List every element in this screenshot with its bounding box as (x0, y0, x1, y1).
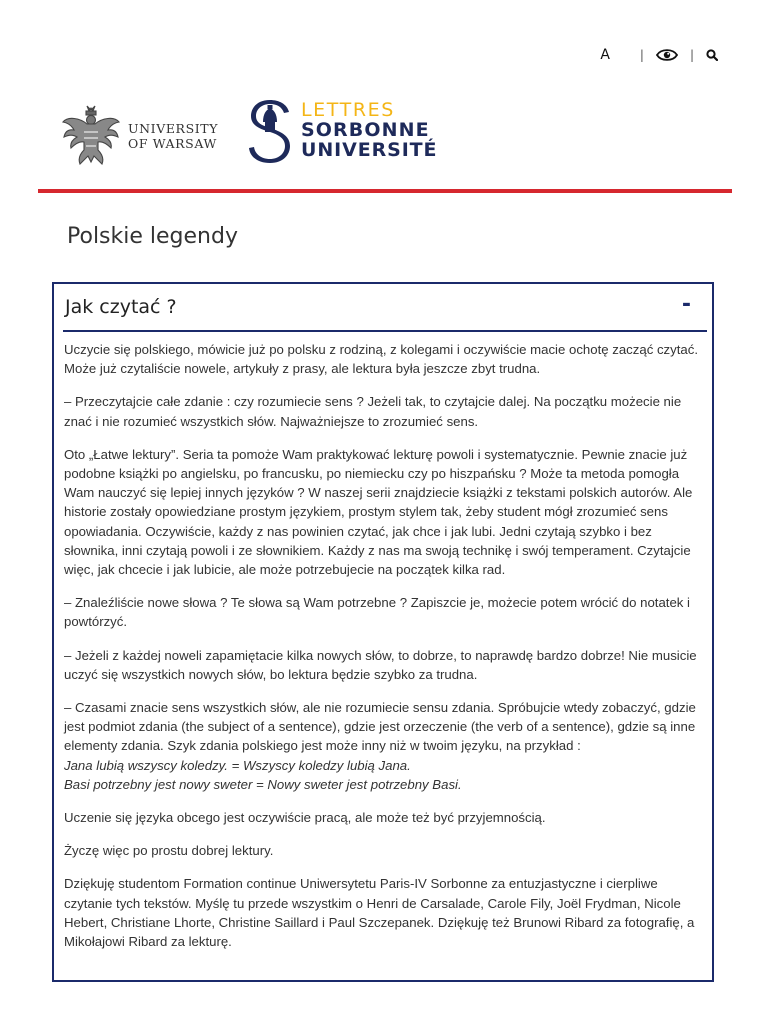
header-divider (38, 189, 732, 193)
accessibility-toolbar (600, 47, 718, 63)
paragraph: – Znaleźliście nowe słowa ? Te słowa są Wam potrzebne ? Zapiszcie je, możecie potem wrócić do notatek i powtórzyć. (64, 595, 690, 630)
paragraph: Dziękuję studentom Formation continue Uniwersytetu Paris-IV Sorbonne za entuzjastyczne i cierpliwe czytanie tych tekstów. Myślę tu przede wszystkim o Henri de Carsalade, Carole Fily, Joël Frydman, Nicole Hebert, Christiane Lhorte, Christine Saillard i Paul Szczepanek. Dziękuję też Brunowi Ribard za fotografię, a Mikołajowi Ribard za lekturę. (64, 876, 695, 950)
search-button[interactable] (706, 49, 718, 61)
example-sentence: Basi potrzebny jest nowy sweter = Nowy sweter jest potrzebny Basi. (64, 776, 462, 792)
toolbar-separator: | (689, 48, 694, 62)
font-size-button[interactable]: A (600, 47, 610, 63)
search-icon (706, 49, 718, 61)
paragraph: Uczenie się języka obcego jest oczywiście pracą, ale może też być przyjemnością. (64, 810, 546, 826)
paragraph-with-examples (64, 698, 704, 794)
contrast-toggle[interactable] (656, 48, 678, 62)
paragraph: Uczycie się polskiego, mówicie już po polsku z rodziną, z kolegami i oczywiście macie ochotę zacząć czytać. Może już czytaliście nowele, artykuły z prasy, ale lektura była jeszcze zbyt trudna. (64, 342, 698, 377)
university-of-warsaw-logo[interactable] (60, 104, 218, 168)
warsaw-eagle-emblem-icon (60, 104, 122, 168)
page-title: Polskie legendy (67, 224, 238, 249)
accordion-title: Jak czytać ? (65, 296, 177, 318)
paragraph: Życzę więc po prostu dobrej lektury. (64, 843, 274, 859)
accordion-header[interactable] (63, 292, 707, 332)
paragraph: – Jeżeli z każdej noweli zapamiętacie kilka nowych słów, to dobrze, to naprawdę bardzo dobrze! Nie musicie uczyć się wszystkich nowych słów, bo lektura będzie szybko za trudna. (64, 647, 697, 682)
paragraph: Oto „Łatwe lektury”. Seria ta pomoże Wam praktykować lekturę powoli i systematycznie. Pewnie znacie już podobne książki po angielsku, po francusku, po niemiecku czy po hiszpańsku ? Może ta metoda pomogła Wam nauczyć się lepiej innych języków ? W naszej serii znajdziecie książki z tekstami polskich autorów. Ale historie zostały opowiedziane prostym językiem, prostym stylem tak, żeby student mógł zrozumieć sens opowiadania. Oczywiście, każdy z nas powinien czytać, jak chce i jak lubi. Jedni czytają szybko i bez słownika, inni czytają powoli i ze słownikiem. Każdy z nas ma swoją technikę i swój temperament. Czytajcie więc, jak chcecie i jak lubicie, ale może potrzebujecie na początek kilka rad. (64, 446, 693, 578)
example-sentence: Jana lubią wszyscy koledzy. = Wszyscy koledzy lubią Jana. (64, 757, 411, 773)
sorbonne-s-emblem-icon (247, 96, 293, 164)
university-of-warsaw-wordmark (128, 121, 218, 151)
sorbonne-logo[interactable] (247, 96, 437, 164)
paragraph: – Przeczytajcie całe zdanie : czy rozumiecie sens ? Jeżeli tak, to czytajcie dalej. Na początku możecie nie znać i nie rozumieć wszystkich słów. Najważniejsze to zrozumieć sens. (64, 394, 682, 429)
paragraph: – Czasami znacie sens wszystkich słów, ale nie rozumiecie sensu zdania. Spróbujcie wtedy zobaczyć, gdzie jest podmiot zdania (the subject of a sentence), gdzie jest orzeczenie (the verb of a sentence), gdzie są inne elementy zdania. Szyk zdania polskiego jest może inny niż w twoim języku, na przykład : (64, 700, 696, 754)
partner-logos (60, 96, 460, 176)
accordion-panel (52, 282, 714, 982)
sorbonne-wordmark (301, 100, 437, 160)
uw-line-2: OF WARSAW (128, 136, 217, 151)
sorbonne-line-2: SORBONNE (301, 119, 430, 141)
collapse-toggle[interactable]: - (681, 292, 691, 317)
uw-line-1: UNIVERSITY (128, 121, 219, 136)
sorbonne-line-3: UNIVERSITÉ (301, 139, 438, 161)
eye-icon (656, 48, 678, 62)
toolbar-separator: | (639, 48, 644, 62)
accordion-body (64, 340, 704, 965)
sorbonne-line-1: LETTRES (301, 99, 395, 121)
